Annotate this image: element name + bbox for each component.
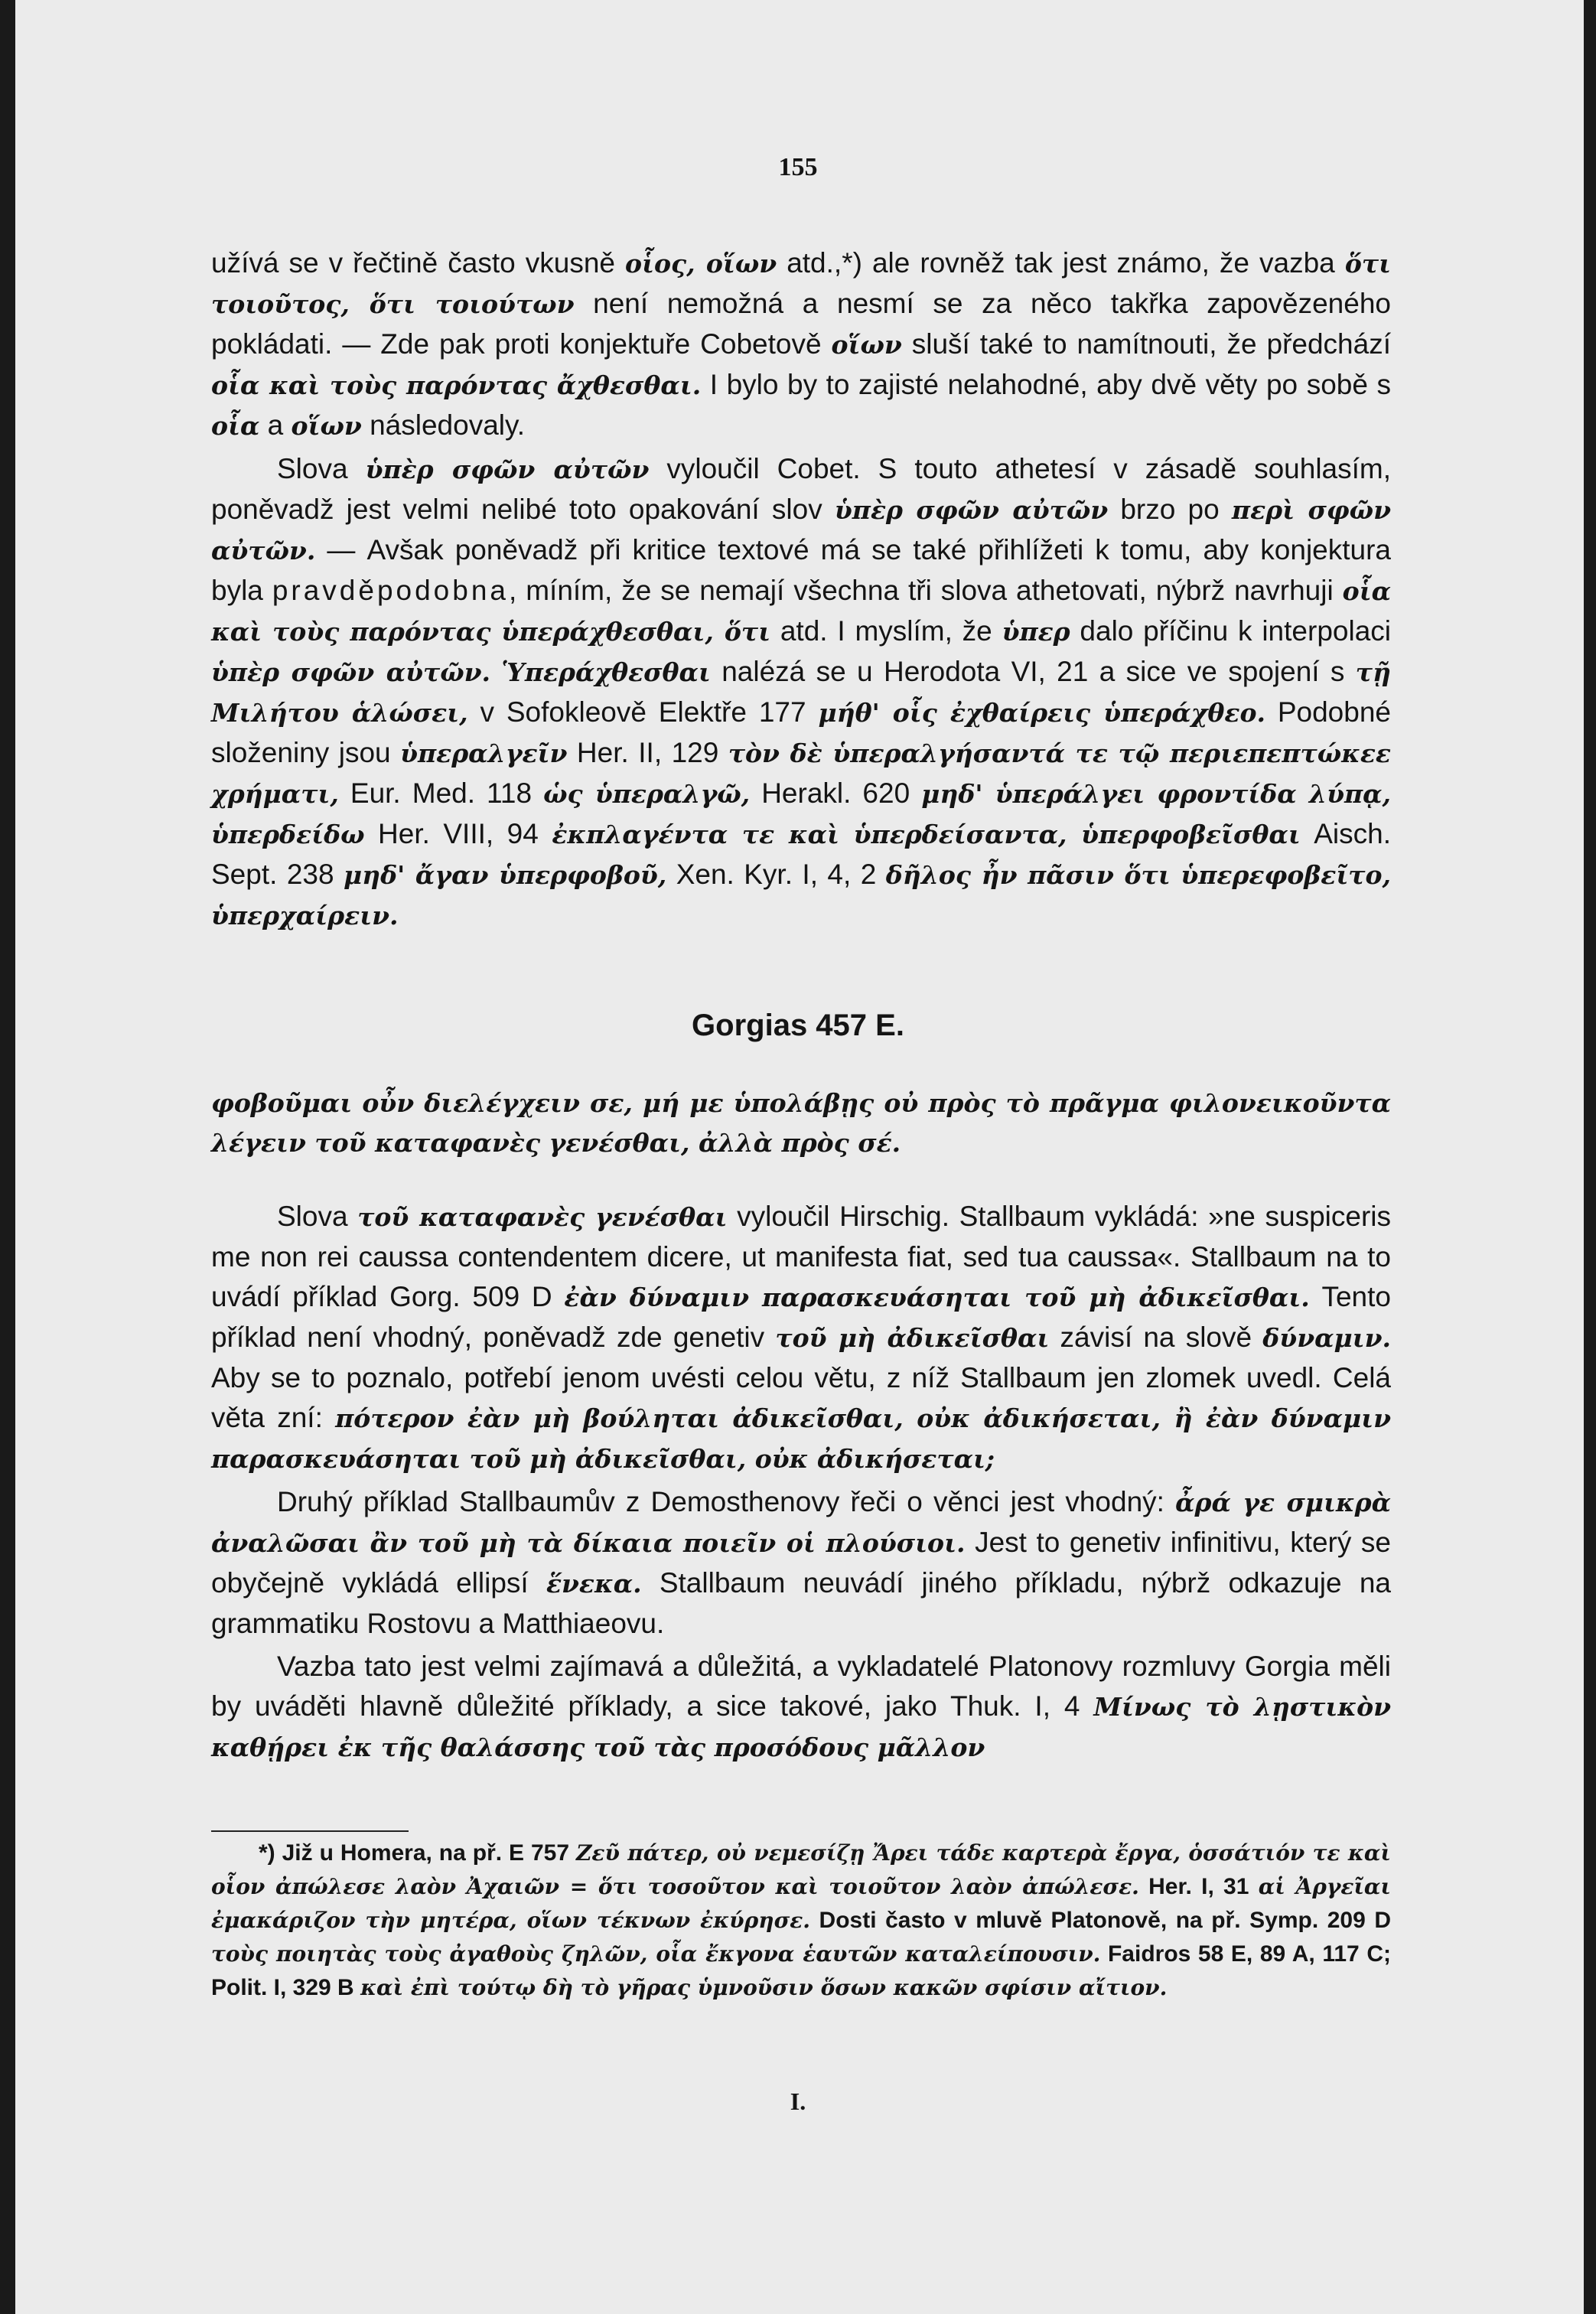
paragraph-4 [211, 1482, 1391, 1644]
text-run: a [259, 409, 292, 441]
text-run: Faidros 58 E, 89 A, 117 C; Polit. I, 329 B [211, 1941, 1391, 2000]
greek-run: ὑπὲρ σφῶν αὐτῶν [365, 455, 650, 484]
greek-run: Ζεῦ πάτερ, οὐ νεμεσίζῃ Ἄρει τάδε καρτερὰ ἔργα, ὁσσάτιόν τε καὶ οἷον ἀπώλεσε λαὸν Ἀχαιῶν = ὅτι τοσοῦτον καὶ τοιοῦτον λαὸν ἀπώλεσε. [211, 1840, 1391, 1899]
text-run: Her. I, 31 [1138, 1874, 1259, 1899]
greek-run: πότερον ἐὰν μὴ βούληται ἀδικεῖσθαι, οὐκ ἀδικήσεται, ἢ ἐὰν δύναμιν παρασκευάσηται τοῦ μὴ ἀδικεῖσθαι, οὐκ ἀδικήσεται; [211, 1403, 1391, 1474]
text-run: Slova [277, 1201, 358, 1232]
text-run: dalo příčinu k interpolaci [1070, 615, 1391, 647]
text-run: v Sofokleově Elektře 177 [467, 696, 819, 728]
greek-quotation: φοβοῦμαι οὖν διελέγχειν σε, μή με ὑπολάβῃς οὐ πρὸς τὸ πρᾶγμα φιλονεικοῦντα λέγειν τοῦ καταφανὲς γενέσθαι, ἀλλὰ πρὸς σέ. [211, 1088, 1391, 1158]
greek-run: τῇ Μιλήτου ἁλώσει, [211, 657, 1391, 728]
footnote [211, 1837, 1391, 2005]
paragraph-5 [211, 1647, 1391, 1768]
text-run: , míním, že se nemají všechna tři slova athetovati, nýbrž navrhuji [509, 575, 1343, 606]
greek-run: περὶ σφῶν αὐτῶν. [211, 495, 1391, 565]
greek-run: ἐκπλαγέντα τε καὶ ὑπερδείσαντα, ὑπερφοβεῖσθαι [552, 820, 1301, 849]
greek-run: δύναμιν. [1262, 1323, 1392, 1353]
text-run [490, 656, 501, 687]
text-run: následovaly. [361, 409, 526, 441]
greek-run: μηδ' ἄγαν ὑπερφοβοῦ, [344, 860, 667, 890]
text-run: vyloučil Hirschig. Stallbaum vykládá: »ne suspiceris me non rei caussa contendentem dicere, ut manifesta fiat, sed tua caussa«. Stallbaum na to uvádí příklad Gorg. 509 D [211, 1201, 1391, 1312]
greek-run: ὑπεραλγεῖν [400, 738, 568, 768]
paragraph-3 [211, 1197, 1391, 1479]
greek-run: οἷα καὶ τοὺς παρόντας ἄχθεσθαι. [211, 370, 702, 400]
greek-run: δῆλος ἦν πᾶσιν ὅτι ὑπερεφοβεῖτο, ὑπερχαίρειν. [211, 860, 1392, 930]
text-run: nalézá se u Herodota VI, 21 a sice ve spojení s [710, 656, 1356, 687]
text-run: Aby se to poznalo, potřebí jenom uvésti celou větu, z níž Stallbaum jen zlomek uvedl. Celá věta zní: [211, 1362, 1391, 1433]
greek-run: οἷος, οἵων [625, 249, 777, 279]
greek-run: ὑπὲρ σφῶν αὐτῶν [834, 495, 1109, 525]
text-run: Podobné složeniny jsou [211, 696, 1391, 768]
text-run: — Avšak poněvadž při kritice textové má se také přihlížeti k tomu, aby konjektura byla [211, 534, 1391, 606]
text-run: není nemožná a nesmí se za něco takřka zapovězeného pokládati. — Zde pak proti konjektuře Cobetově [211, 288, 1391, 360]
greek-run: μήθ' οἷς ἐχθαίρεις ὑπεράχθεο. [818, 698, 1265, 728]
greek-run: ἐὰν δύναμιν παρασκευάσηται τοῦ μὴ ἀδικεῖσθαι. [564, 1282, 1310, 1312]
greek-run: οἵων [831, 330, 902, 360]
section-heading: Gorgias 457 E. [692, 1009, 904, 1042]
text-run: Tento příklad není vhodný, poněvadž zde genetiv [211, 1281, 1391, 1353]
greek-run: ὑπὲρ σφῶν αὐτῶν. [211, 657, 491, 687]
text-run: I bylo by to zajisté nelahodné, aby dvě věty po sobě s [701, 369, 1391, 400]
section-2 [211, 1197, 1391, 1768]
greek-run: οἷα καὶ τοὺς παρόντας ὑπεράχθεσθαι, ὅτι [211, 576, 1391, 647]
text-run: užívá se v řečtině často vkusně [211, 247, 626, 279]
text-run: Slova [277, 453, 366, 484]
text-run: Her. VIII, 94 [364, 818, 552, 849]
text-run: atd. I myslím, že [770, 615, 1002, 647]
greek-run: τοὺς ποιητὰς τοὺς ἀγαθοὺς ζηλῶν, οἷα ἔκγονα ἑαυτῶν καταλείπουσιν. [211, 1941, 1101, 1967]
text-run: Eur. Med. 118 [338, 777, 544, 809]
greek-run: οἵων [291, 411, 362, 441]
scan-edge-right [1584, 0, 1596, 2314]
text-run: sluší také to namítnouti, že předchází [901, 328, 1391, 360]
text-run: *) Již u Homera, na př. E 757 [259, 1840, 576, 1866]
signature-mark: I. [790, 2087, 806, 2115]
greek-run: οἷα [211, 411, 260, 441]
greek-run: μηδ' ὑπεράλγει φροντίδα λύπᾳ, ὑπερδείδω [211, 779, 1391, 849]
greek-run: ἆρά γε σμικρὰ ἀναλῶσαι ἂν τοῦ μὴ τὰ δίκαια ποιεῖν οἱ πλούσιοι. [211, 1488, 1391, 1558]
text-run: Aisch. Sept. 238 [211, 818, 1392, 890]
paragraph-2 [211, 449, 1391, 936]
footnote-rule [211, 1830, 409, 1832]
greek-run: ὑπερ [1002, 617, 1070, 647]
greek-run: ἕνεκα. [546, 1569, 642, 1599]
paragraph-1 [211, 243, 1391, 446]
greek-run: αἱ Ἀργεῖαι ἐμακάριζον τὴν μητέρα, οἵων τέκνων ἐκύρησε. [211, 1874, 1391, 1933]
text-run: Druhý příklad Stallbaumův z Demosthenovy řeči o věnci jest vhodný: [277, 1486, 1176, 1517]
text-run: Her. II, 129 [567, 737, 728, 768]
text-run: Xen. Kyr. I, 4, 2 [666, 859, 886, 890]
greek-run: τὸν δὲ ὑπεραλγήσαντά τε τῷ περιεπεπτώκεε χρήματι, [211, 738, 1391, 809]
text-run: Dosti často v mluvě Platonově, na př. Symp. 209 D [810, 1908, 1391, 1933]
text-run: vyloučil Cobet. S touto athetesí v zásadě souhlasím, poněvadž jest velmi nelibé toto opakování slov [211, 453, 1391, 525]
page-number: 155 [778, 153, 818, 181]
scan-edge-left [0, 0, 15, 2314]
text-run: Jest to genetiv infinitivu, který se obyčejně vykládá ellipsí [211, 1527, 1391, 1599]
greek-run: τοῦ καταφανὲς γενέσθαι [357, 1202, 728, 1232]
greek-run: τοῦ μὴ ἀδικεῖσθαι [775, 1323, 1050, 1353]
greek-run: Ὑπεράχθεσθαι [501, 657, 711, 687]
greek-run: καὶ ἐπὶ τούτῳ δὴ τὸ γῆρας ὑμνοῦσιν ὅσων κακῶν σφίσιν αἴτιον. [360, 1975, 1168, 2000]
spaced-emphasis: pravděpodobna [272, 575, 509, 606]
section-1 [211, 243, 1391, 936]
text-run: Vazba tato jest velmi zajímavá a důležitá, a vykladatelé Platonovy rozmluvy Gorgia měli by uváděti hlavně důležité příklady, a sice takové, jako Thuk. I, 4 [211, 1651, 1391, 1722]
greek-run: ὡς ὑπεραλγῶ, [543, 779, 751, 809]
text-run: atd.,*) ale rovněž tak jest známo, že vazba [777, 247, 1345, 279]
text-run: Herakl. 620 [750, 777, 922, 809]
text-run: Stallbaum neuvádí jiného příkladu, nýbrž odkazuje na grammatiku Rostovu a Matthiaeovu. [211, 1567, 1391, 1639]
greek-run: ὅτι τοιοῦτος, ὅτι τοιούτων [211, 249, 1391, 319]
text-run: závisí na slově [1049, 1322, 1263, 1353]
greek-run: Μίνως τὸ λῃστικὸν καθῄρει ἐκ τῆς θαλάσσης τοῦ τὰς προσόδους μᾶλλον [211, 1692, 1391, 1762]
text-run: brzo po [1108, 494, 1232, 525]
